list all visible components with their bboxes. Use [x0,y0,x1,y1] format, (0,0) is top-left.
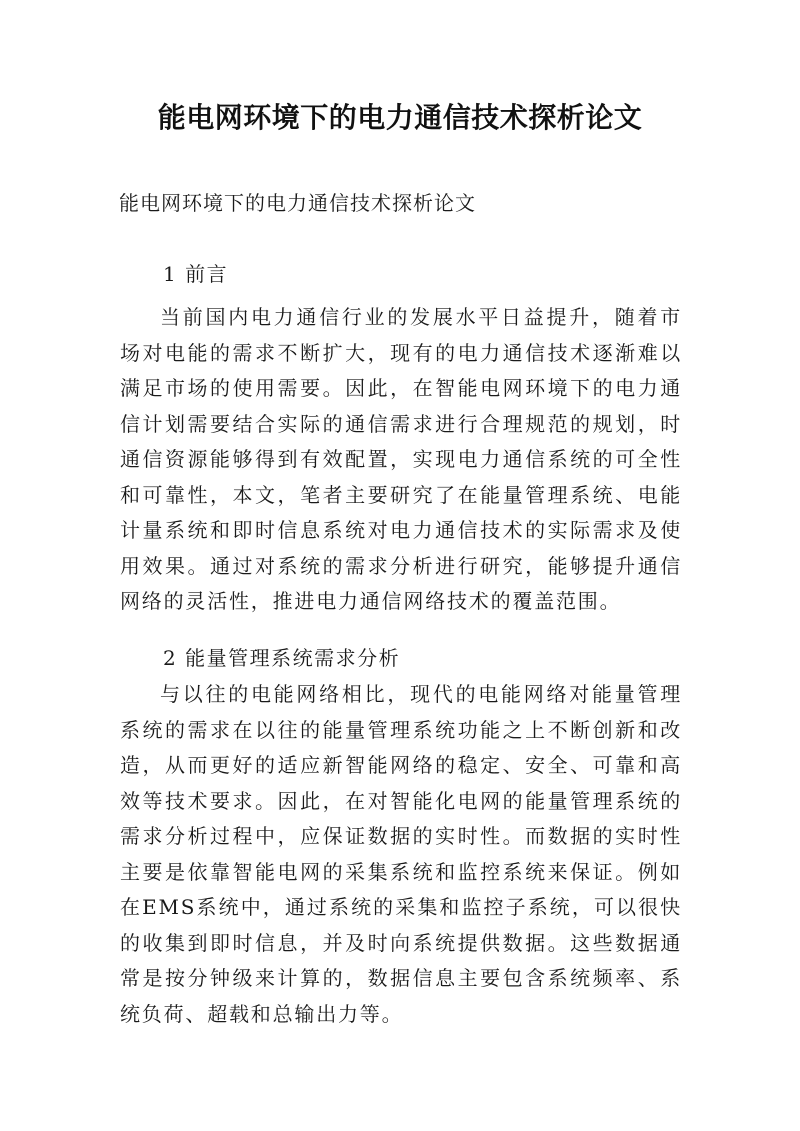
document-title: 能电网环境下的电力通信技术探析论文 [157,101,643,134]
section-1-paragraph: 当前国内电力通信行业的发展水平日益提升，随着市场对电能的需求不断扩大，现有的电力通信技术逐渐难以满足市场的使用需要。因此，在智能电网环境下的电力通信计划需要结合实际的通信需求进行合理规范的规划，时通信资源能够得到有效配置，实现电力通信系统的可全性和可靠性，本文，笔者主要研究了在能量管理系统、电能计量系统和即时信息系统对电力通信技术的实际需求及使用效果。通过对系统的需求分析进行研究，能够提升通信网络的灵活性，推进电力通信网络技术的覆盖范围。 [120,305,682,613]
document-subtitle: 能电网环境下的电力通信技术探析论文 [119,191,476,215]
section-1-heading: 1 前言 [163,262,229,286]
section-2-paragraph: 与以往的电能网络相比，现代的电能网络对能量管理系统的需求在以往的能量管理系统功能之上不断创新和改造，从而更好的适应新智能网络的稳定、安全、可靠和高效等技术要求。因此，在对智能化电网的能量管理系统的需求分析过程中，应保证数据的实时性。而数据的实时性主要是依靠智能电网的采集系统和监控系统来保证。例如在EMS系统中，通过系统的采集和监控子系统，可以很快的收集到即时信息，并及时向系统提供数据。这些数据通常是按分钟级来计算的，数据信息主要包含系统频率、系统负荷、超载和总输出力等。 [120,682,682,1026]
section-2-heading: 2 能量管理系统需求分析 [163,646,401,670]
